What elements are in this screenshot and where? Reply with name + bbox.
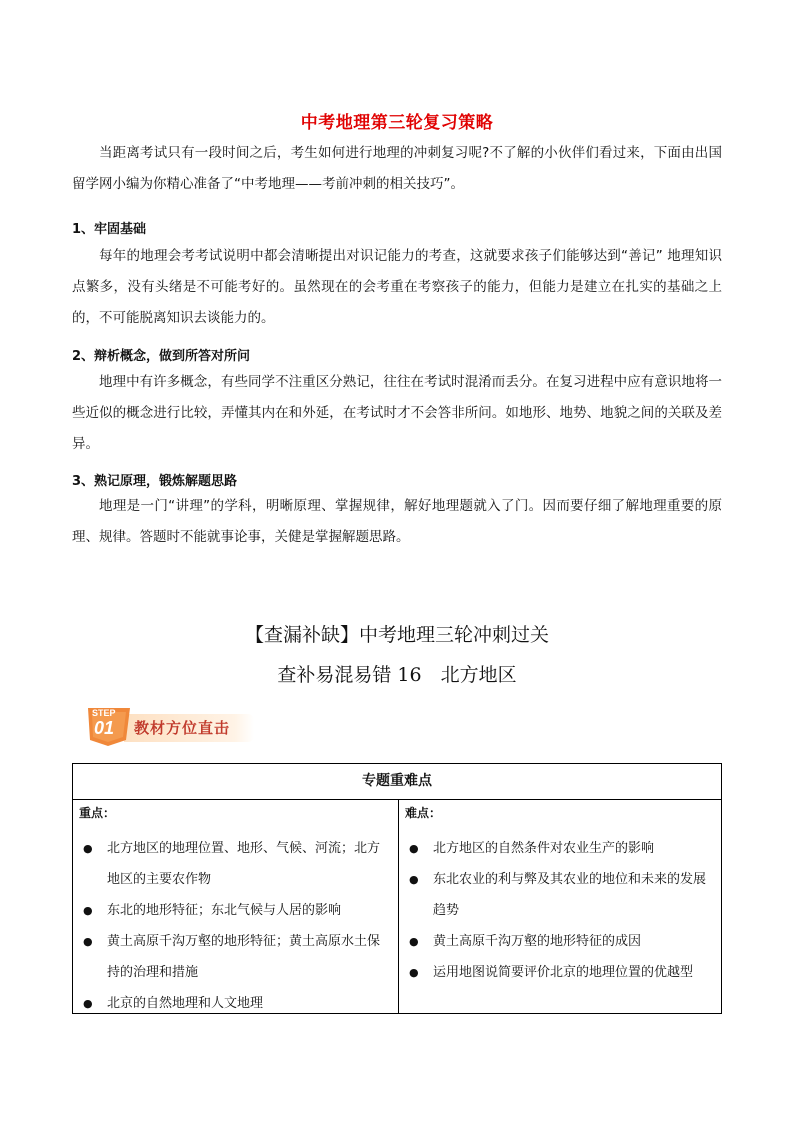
table-header: 专题重难点 [73, 764, 721, 800]
key-points-table [72, 763, 722, 1014]
doc-title: 中考地理第三轮复习策略 [300, 113, 494, 133]
part2-title-line1: 【查漏补缺】中考地理三轮冲刺过关 [244, 624, 549, 646]
difficult-points-list [407, 833, 713, 988]
difficult-points-label: 难点： [405, 806, 442, 820]
section-2-text: 地理中有许多概念，有些同学不注重区分熟记，往往在考试时混淆而丢分。在复习进程中应有意识地将一些近似的概念进行比较，弄懂其内在和外延，在考试时才不会答非所问。如地形、地势、地貌之间的关联及差异。 [72, 374, 722, 452]
key-points-list [81, 833, 390, 1019]
section-3-text: 地理是一门“讲理”的学科，明晰原理、掌握规律，解好地理题就入了门。因而要仔细了解地理重要的原理、规律。答题时不能就事论事，关健是掌握解题思路。 [72, 498, 722, 545]
section-2-heading: 2、辩析概念，做到所答对所问 [72, 349, 251, 364]
list-item: ● 北方地区的自然条件对农业生产的影响 [407, 833, 713, 864]
key-points-label: 重点： [79, 806, 116, 820]
part2-title-line2: 查补易混易错 16 北方地区 [277, 664, 517, 686]
list-item: ● 北方地区的地理位置、地形、气候、河流；北方地区的主要农作物 [81, 833, 390, 895]
list-item: ● 黄土高原千沟万壑的地形特征；黄土高原水土保持的治理和措施 [81, 926, 390, 988]
section-3-heading: 3、熟记原理，锻炼解题思路 [72, 474, 238, 489]
key-points-column [73, 799, 399, 1013]
step-banner [84, 706, 254, 746]
step-small-label: STEP [92, 708, 116, 718]
difficult-points-column [399, 799, 721, 1013]
section-1-heading: 1、牢固基础 [72, 222, 147, 237]
section-1-text: 每年的地理会考考试说明中都会清晰提出对识记能力的考查，这就要求孩子们能够达到“善记” 地理知识点繁多，没有头绪是不可能考好的。虽然现在的会考重在考察孩子的能力，但能力是建立在扎实的基础之上的，不可能脱离知识去谈能力的。 [72, 248, 722, 326]
list-item: ● 东北农业的利与弊及其农业的地位和未来的发展趋势 [407, 864, 713, 926]
list-item: ● 运用地图说简要评价北京的地理位置的优越型 [407, 957, 713, 988]
step-number: 01 [94, 718, 115, 738]
list-item: ● 北京的自然地理和人文地理 [81, 988, 390, 1019]
step-label: 教材方位直击 [134, 719, 231, 737]
intro-paragraph: 当距离考试只有一段时间之后，考生如何进行地理的冲刺复习呢?不了解的小伙伴们看过来，下面由出国留学网小编为你精心准备了“中考地理——考前冲刺的相关技巧”。 [72, 145, 722, 192]
list-item: ● 黄土高原千沟万壑的地形特征的成因 [407, 926, 713, 957]
list-item: ● 东北的地形特征；东北气候与人居的影响 [81, 895, 390, 926]
